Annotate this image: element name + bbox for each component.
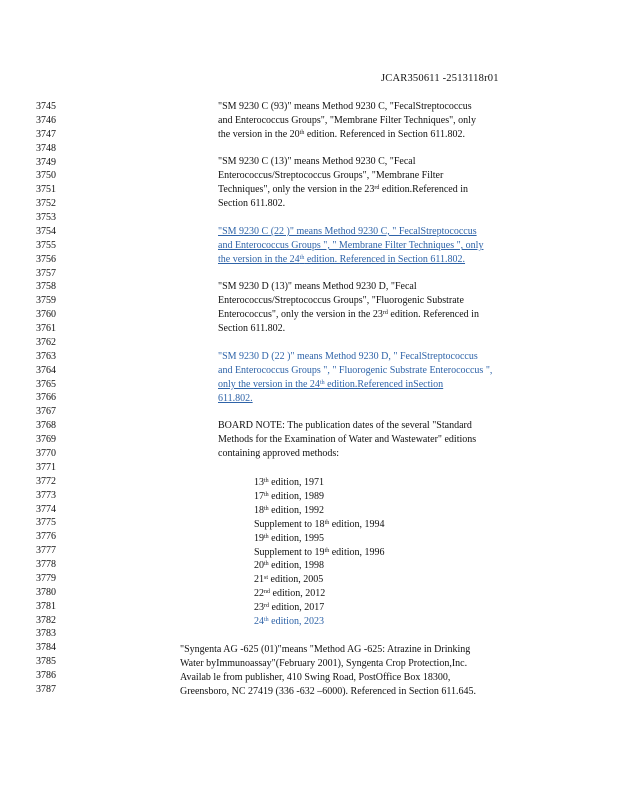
sm9230c13-line-1: "SM 9230 C (13)" means Method 9230 C, "Fecal [218,156,416,167]
line-number: 3755 [36,239,56,251]
line-number: 3758 [36,281,56,293]
line-number: 3747 [36,128,56,140]
edition-item: 23rd edition, 2017 [254,602,325,614]
line-number: 3774 [36,503,56,515]
sm9230d13-line-2: Enterococcus/Streptococcus Groups", "Fluorogenic Substrate [218,295,464,306]
syngenta-line-3: Availab le from publisher, 410 Swing Road, PostOffice Box 18300, [180,672,451,683]
board-note-line-3: containing approved methods: [218,448,340,459]
edition-item: 17th edition, 1989 [254,490,324,502]
line-number: 3786 [36,670,56,682]
line-number: 3770 [36,448,56,459]
sm9230d13-line-1: "SM 9230 D (13)" means Method 9230 D, "Fecal [218,281,417,292]
line-number: 3769 [36,434,56,446]
line-number: 3779 [36,572,56,584]
sm9230c93-line-2: and Enterococcus Groups", "Membrane Filter Techniques", only [218,115,476,126]
line-number: 3746 [36,114,56,126]
sm9230c93-line-3: the version in the 20th edition. Referenced in Section 611.802. [218,129,466,140]
line-number: 3762 [36,336,56,348]
line-number: 3754 [36,225,56,237]
line-number: 3778 [36,559,56,571]
line-number: 3748 [36,142,56,154]
line-number: 3777 [36,545,56,557]
sm9230c22-line-1: "SM 9230 C (22 )" means Method 9230 C, " FecalStreptococcus [218,226,477,237]
edition-item: Supplement to 19th edition, 1996 [254,546,385,558]
sm9230c13-line-3: Techniques", only the version in the 23rd edition.Referenced in [218,184,468,195]
line-number: 3750 [36,170,56,182]
line-number: 3759 [36,295,56,307]
sm9230c22-line-2: and Enterococcus Groups ", " Membrane Filter Techniques ", only [218,240,484,251]
board-note-line-2: Methods for the Examination of Water and Wastewater" editions [218,434,477,445]
board-note-line-1: BOARD NOTE: The publication dates of the several "Standard [218,420,472,431]
syngenta-line-2: Water byImmunoassay"(February 2001), Syngenta Crop Protection,Inc. [180,658,468,669]
sm9230d22-line-4: 611.802. [218,393,253,404]
line-number: 3776 [36,531,56,543]
line-number: 3752 [36,198,56,210]
line-number: 3773 [36,489,56,501]
syngenta-line-1: "Syngenta AG -625 (01)"means "Method AG -625: Atrazine in Drinking [180,644,471,655]
edition-item: 20th edition, 1998 [254,560,324,572]
line-number: 3772 [36,475,56,487]
sm9230d13-line-4: Section 611.802. [218,323,286,334]
edition-item: 22nd edition, 2012 [254,588,326,600]
line-number: 3775 [36,517,56,529]
line-number: 3756 [36,253,56,265]
sm9230c13-line-2: Enterococcus/Streptococcus Groups", "Membrane Filter [218,170,444,181]
edition-item: 19th edition, 1995 [254,532,324,544]
sm9230d22-line-1: "SM 9230 D (22 )" means Method 9230 D, " FecalStreptococcus [218,351,478,362]
edition-item: Supplement to 18th edition, 1994 [254,518,385,530]
sm9230d22-line-2: and Enterococcus Groups ", " Fluorogenic Substrate Enterococcus ", [218,365,493,376]
edition-item: 13th edition, 1971 [254,477,324,488]
edition-item: 24th edition, 2023 [254,616,324,627]
edition-item: 18th edition, 1992 [254,504,324,516]
document-code-header: JCAR350611 -2513118r01 [381,73,499,84]
line-number: 3782 [36,614,56,626]
line-number: 3781 [36,600,56,612]
line-number: 3784 [36,642,56,654]
line-number: 3763 [36,350,56,362]
line-number: 3761 [36,323,56,335]
line-number: 3766 [36,392,56,404]
line-number: 3764 [36,364,56,376]
line-number: 3765 [36,378,56,390]
edition-item: 21st edition, 2005 [254,574,324,586]
line-number: 3783 [36,628,56,640]
line-number: 3751 [36,184,56,196]
line-number: 3768 [36,420,56,432]
line-number: 3749 [36,156,56,168]
line-number: 3745 [36,101,56,112]
line-number: 3771 [36,461,56,473]
sm9230c93-line-1: "SM 9230 C (93)" means Method 9230 C, "FecalStreptococcus [218,101,472,112]
line-number: 3767 [36,406,56,418]
syngenta-line-4: Greensboro, NC 27419 (336 -632 –6000). Referenced in Section 611.645. [180,686,476,697]
sm9230d22-line-3: only the version in the 24th edition.Referenced inSection [218,379,444,390]
sm9230d13-line-3: Enterococcus", only the version in the 23rd edition. Referenced in [218,309,479,320]
sm9230c13-line-4: Section 611.802. [218,198,286,209]
line-number: 3757 [36,267,56,279]
line-number: 3753 [36,212,56,224]
line-number: 3785 [36,656,56,668]
line-number: 3780 [36,586,56,598]
line-number: 3787 [36,683,56,695]
sm9230c22-line-3: the version in the 24th edition. Referenced in Section 611.802. [218,254,466,265]
line-number: 3760 [36,309,56,321]
